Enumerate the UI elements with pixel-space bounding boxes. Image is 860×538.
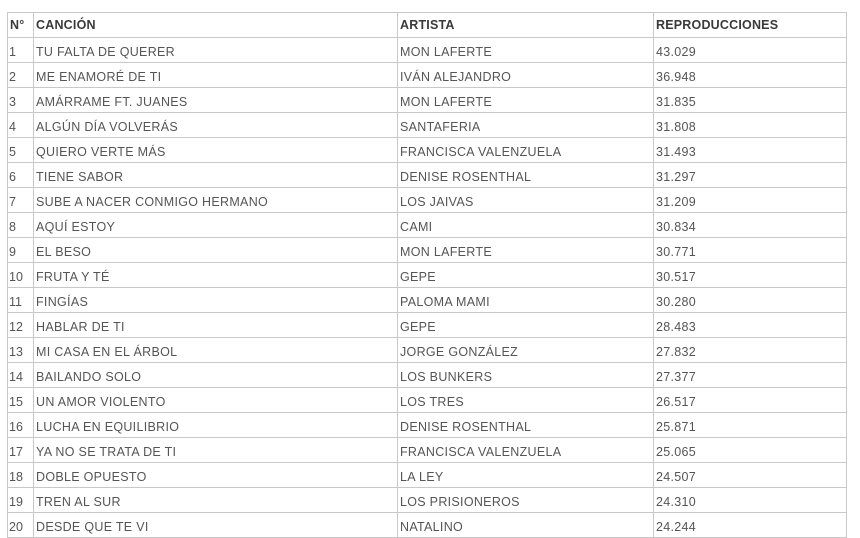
- cell-plays: 30.517: [654, 263, 847, 288]
- cell-artist: FRANCISCA VALENZUELA: [398, 138, 654, 163]
- cell-plays: 24.244: [654, 513, 847, 538]
- cell-artist: MON LAFERTE: [398, 88, 654, 113]
- cell-song: SUBE A NACER CONMIGO HERMANO: [34, 188, 398, 213]
- cell-song: EL BESO: [34, 238, 398, 263]
- cell-plays: 30.280: [654, 288, 847, 313]
- cell-song: HABLAR DE TI: [34, 313, 398, 338]
- cell-artist: LOS PRISIONEROS: [398, 488, 654, 513]
- cell-song: DOBLE OPUESTO: [34, 463, 398, 488]
- cell-number: 10: [8, 263, 34, 288]
- cell-number: 20: [8, 513, 34, 538]
- cell-plays: 27.832: [654, 338, 847, 363]
- cell-number: 8: [8, 213, 34, 238]
- cell-plays: 25.871: [654, 413, 847, 438]
- table-row: [8, 213, 847, 238]
- cell-song: MI CASA EN EL ÁRBOL: [34, 338, 398, 363]
- cell-plays: 27.377: [654, 363, 847, 388]
- cell-plays: 30.834: [654, 213, 847, 238]
- cell-number: 12: [8, 313, 34, 338]
- cell-plays: 25.065: [654, 438, 847, 463]
- cell-song: ALGÚN DÍA VOLVERÁS: [34, 113, 398, 138]
- cell-song: DESDE QUE TE VI: [34, 513, 398, 538]
- cell-song: TIENE SABOR: [34, 163, 398, 188]
- cell-song: ME ENAMORÉ DE TI: [34, 63, 398, 88]
- table-row: [8, 138, 847, 163]
- cell-plays: 43.029: [654, 38, 847, 63]
- cell-artist: MON LAFERTE: [398, 238, 654, 263]
- table-row: [8, 88, 847, 113]
- cell-number: 15: [8, 388, 34, 413]
- cell-number: 7: [8, 188, 34, 213]
- table-row: [8, 163, 847, 188]
- table-row: [8, 188, 847, 213]
- cell-song: LUCHA EN EQUILIBRIO: [34, 413, 398, 438]
- cell-number: 13: [8, 338, 34, 363]
- cell-artist: GEPE: [398, 263, 654, 288]
- cell-song: YA NO SE TRATA DE TI: [34, 438, 398, 463]
- cell-number: 4: [8, 113, 34, 138]
- cell-number: 17: [8, 438, 34, 463]
- cell-artist: LOS BUNKERS: [398, 363, 654, 388]
- cell-number: 6: [8, 163, 34, 188]
- cell-plays: 26.517: [654, 388, 847, 413]
- cell-plays: 31.297: [654, 163, 847, 188]
- cell-song: BAILANDO SOLO: [34, 363, 398, 388]
- cell-artist: LOS TRES: [398, 388, 654, 413]
- table-row: [8, 238, 847, 263]
- cell-number: 16: [8, 413, 34, 438]
- cell-artist: IVÁN ALEJANDRO: [398, 63, 654, 88]
- cell-number: 19: [8, 488, 34, 513]
- cell-artist: DENISE ROSENTHAL: [398, 163, 654, 188]
- cell-artist: SANTAFERIA: [398, 113, 654, 138]
- ranking-table-container: [7, 12, 847, 538]
- cell-number: 14: [8, 363, 34, 388]
- cell-artist: PALOMA MAMI: [398, 288, 654, 313]
- cell-plays: 31.808: [654, 113, 847, 138]
- header-song: CANCIÓN: [34, 13, 398, 38]
- cell-number: 18: [8, 463, 34, 488]
- cell-song: AQUÍ ESTOY: [34, 213, 398, 238]
- header-plays: REPRODUCCIONES: [654, 13, 847, 38]
- cell-plays: 30.771: [654, 238, 847, 263]
- table-row: [8, 388, 847, 413]
- cell-song: TU FALTA DE QUERER: [34, 38, 398, 63]
- table-header-row: [8, 13, 847, 38]
- cell-plays: 24.310: [654, 488, 847, 513]
- cell-song: TREN AL SUR: [34, 488, 398, 513]
- cell-number: 1: [8, 38, 34, 63]
- table-row: [8, 38, 847, 63]
- cell-artist: NATALINO: [398, 513, 654, 538]
- cell-plays: 36.948: [654, 63, 847, 88]
- cell-plays: 28.483: [654, 313, 847, 338]
- cell-artist: CAMI: [398, 213, 654, 238]
- table-row: [8, 313, 847, 338]
- table-row: [8, 338, 847, 363]
- header-artist: ARTISTA: [398, 13, 654, 38]
- header-number: N°: [8, 13, 34, 38]
- table-body: [8, 38, 847, 538]
- table-row: [8, 463, 847, 488]
- cell-plays: 31.835: [654, 88, 847, 113]
- cell-song: UN AMOR VIOLENTO: [34, 388, 398, 413]
- cell-artist: MON LAFERTE: [398, 38, 654, 63]
- cell-artist: LOS JAIVAS: [398, 188, 654, 213]
- ranking-table: [7, 12, 847, 538]
- cell-artist: DENISE ROSENTHAL: [398, 413, 654, 438]
- cell-number: 9: [8, 238, 34, 263]
- cell-number: 11: [8, 288, 34, 313]
- cell-artist: FRANCISCA VALENZUELA: [398, 438, 654, 463]
- cell-artist: JORGE GONZÁLEZ: [398, 338, 654, 363]
- table-row: [8, 413, 847, 438]
- table-row: [8, 63, 847, 88]
- cell-plays: 24.507: [654, 463, 847, 488]
- cell-song: AMÁRRAME FT. JUANES: [34, 88, 398, 113]
- table-row: [8, 513, 847, 538]
- cell-plays: 31.209: [654, 188, 847, 213]
- cell-artist: LA LEY: [398, 463, 654, 488]
- table-row: [8, 363, 847, 388]
- cell-artist: GEPE: [398, 313, 654, 338]
- cell-song: QUIERO VERTE MÁS: [34, 138, 398, 163]
- cell-song: FRUTA Y TÉ: [34, 263, 398, 288]
- table-row: [8, 113, 847, 138]
- cell-number: 2: [8, 63, 34, 88]
- cell-number: 5: [8, 138, 34, 163]
- table-row: [8, 288, 847, 313]
- table-row: [8, 438, 847, 463]
- table-row: [8, 488, 847, 513]
- cell-song: FINGÍAS: [34, 288, 398, 313]
- table-row: [8, 263, 847, 288]
- cell-number: 3: [8, 88, 34, 113]
- cell-plays: 31.493: [654, 138, 847, 163]
